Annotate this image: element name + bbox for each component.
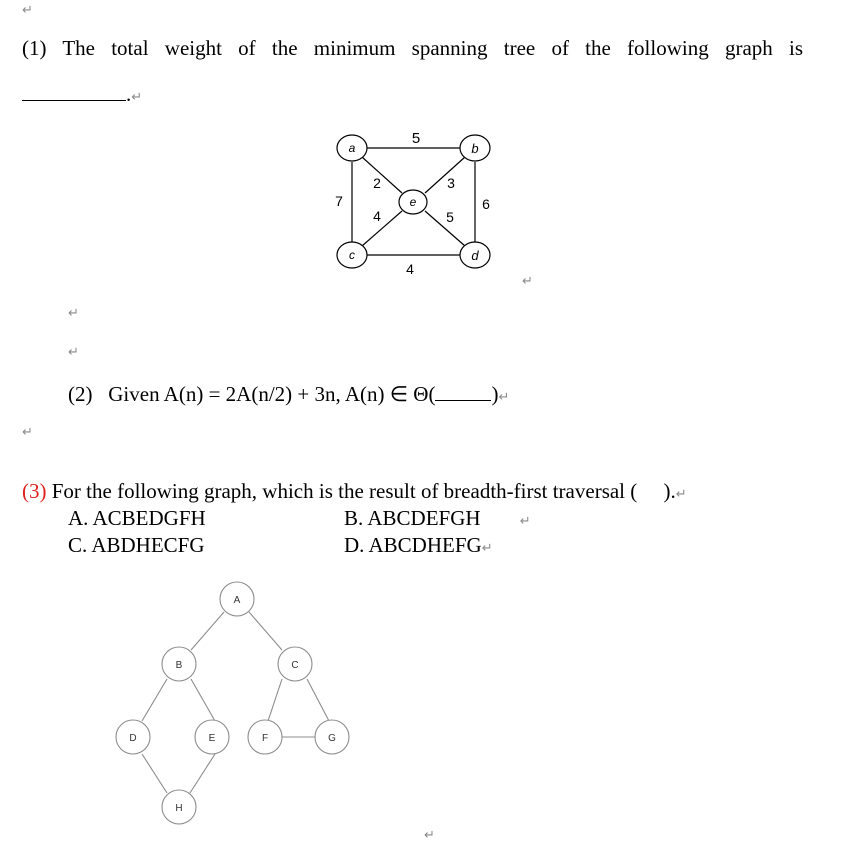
edge-weight-a-c: 7 [335, 193, 343, 209]
edge-weight-b-e: 3 [447, 175, 455, 191]
edge-weight-a-b: 5 [411, 130, 421, 147]
edge-C-F [268, 679, 282, 721]
option-b[interactable] [344, 508, 531, 529]
weighted-graph-figure [330, 125, 500, 275]
question-1-blank[interactable] [22, 84, 142, 105]
node-label-H: H [175, 803, 183, 814]
edge-weight-b-d: 6 [482, 196, 490, 212]
node-label-F: F [261, 733, 269, 744]
edge-weight-d-e: 5 [446, 209, 454, 225]
paragraph-mark: ↵ [68, 345, 79, 360]
node-label-A: A [233, 595, 241, 606]
graph-node-c [337, 242, 367, 268]
paragraph-mark: ↵ [22, 3, 33, 18]
paragraph-mark: ↵ [22, 425, 33, 440]
node-label-C: C [291, 660, 299, 671]
paragraph-mark: ↵ [481, 541, 493, 556]
node-label-e: e [409, 195, 417, 209]
question-1-suffix: . [126, 82, 132, 106]
edge-A-B [191, 612, 224, 650]
answer-blank-line [22, 86, 126, 101]
edge-B-E [191, 679, 215, 721]
edge-weight-c-e: 4 [373, 208, 381, 224]
edge-weight-c-d: 4 [406, 261, 414, 275]
question-2 [68, 384, 509, 405]
paragraph-mark: ↵ [424, 828, 435, 843]
option-d[interactable] [344, 535, 493, 556]
paragraph-mark: ↵ [498, 390, 510, 405]
edge-weight-a-e: 2 [373, 175, 381, 191]
paragraph-mark: ↵ [68, 306, 79, 321]
question-3-number: (3) [22, 479, 47, 503]
paragraph-mark: ↵ [522, 274, 533, 289]
paragraph-mark: ↵ [519, 514, 531, 529]
question-1-text: (1) The total weight of the minimum spanning tree of the following graph is [22, 36, 803, 60]
edge-A-C [249, 612, 282, 650]
graph-node-d [460, 242, 490, 268]
option-b-label: B. ABCDEFGH [344, 506, 481, 530]
question-2-number: (2) [68, 382, 93, 406]
edge-a-e [362, 157, 402, 193]
question-2-close: ) [491, 382, 499, 406]
node-label-B: B [175, 660, 183, 671]
traversal-graph-figure [110, 575, 360, 831]
graph-node-b [460, 135, 490, 161]
edge-E-H [190, 754, 215, 793]
question-3 [22, 481, 687, 502]
question-3-text: For the following graph, which is the result of breadth-first traversal ( [51, 479, 638, 503]
node-label-b: b [471, 141, 479, 156]
option-d-label: D. ABCDHEFG [344, 533, 482, 557]
node-label-E: E [208, 733, 216, 744]
graph-node-a [337, 135, 367, 161]
node-label-d: d [471, 248, 479, 263]
edge-c-e [362, 211, 402, 246]
graph-node-e [399, 190, 427, 214]
paragraph-mark: ↵ [131, 90, 143, 105]
node-label-D: D [129, 733, 137, 744]
edge-D-H [142, 754, 167, 793]
edge-b-e [425, 157, 465, 193]
node-label-c: c [349, 248, 355, 262]
node-label-G: G [328, 733, 336, 744]
edge-d-e [425, 211, 465, 246]
question-3-close: ). [663, 479, 676, 503]
question-2-text: Given A(n) = 2A(n/2) + 3n, A(n) ∈ Θ( [108, 382, 436, 406]
edge-C-G [307, 679, 329, 721]
node-label-a: a [348, 141, 356, 155]
edge-B-D [142, 679, 167, 721]
question-2-blank[interactable] [435, 386, 491, 401]
paragraph-mark: ↵ [675, 487, 687, 502]
option-a[interactable]: A. ACBEDGFH [68, 506, 206, 530]
option-c[interactable]: C. ABDHECFG [68, 533, 205, 557]
